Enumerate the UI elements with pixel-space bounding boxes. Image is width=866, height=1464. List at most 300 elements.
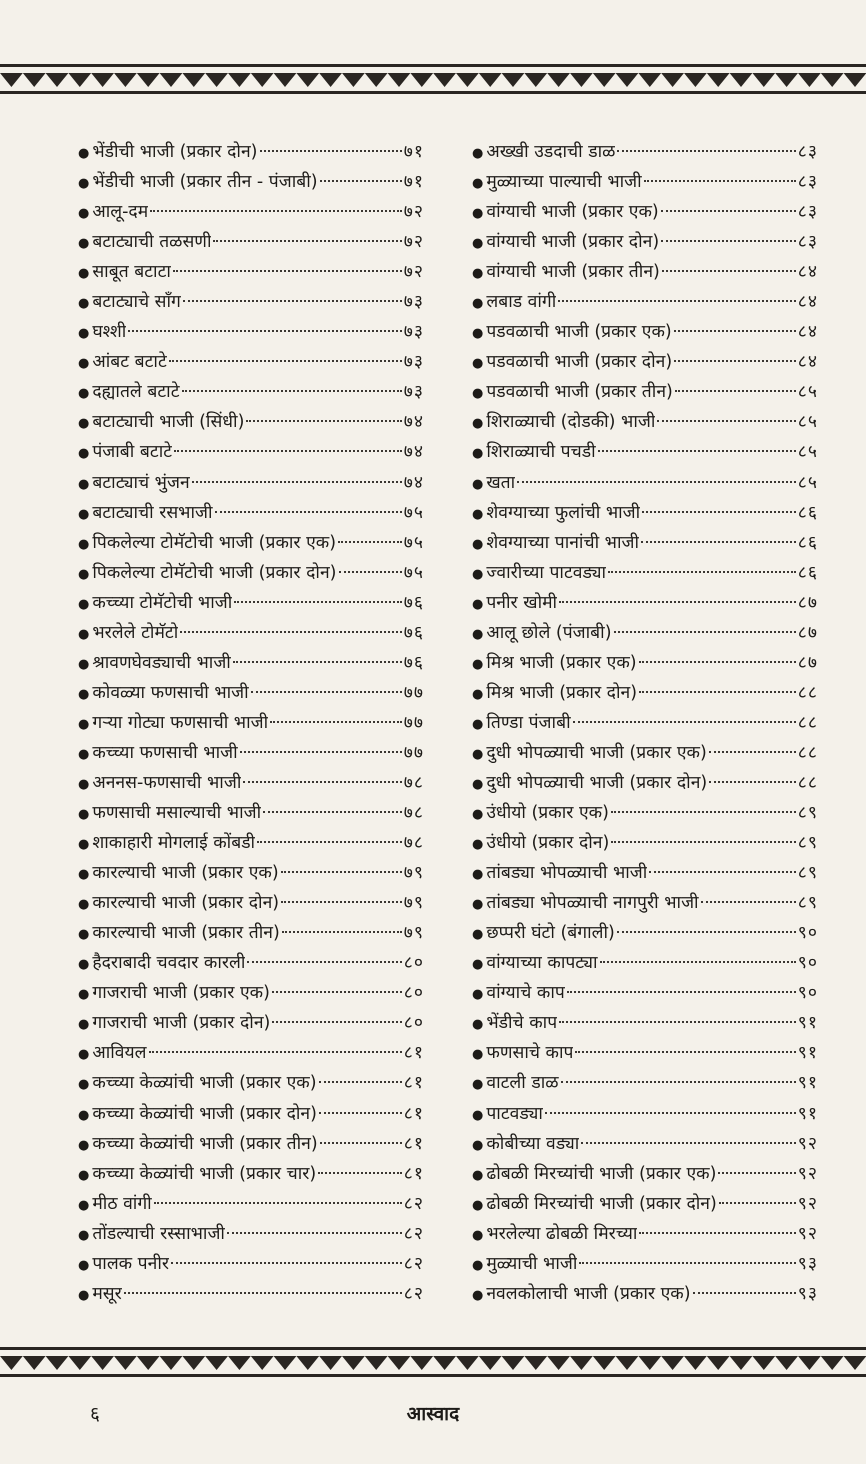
bullet-icon: ● bbox=[78, 867, 90, 883]
entry-title: तांबड्या भोपळ्याची नागपुरी भाजी bbox=[486, 893, 699, 914]
toc-entry bbox=[472, 1219, 818, 1249]
dot-leader bbox=[614, 630, 796, 633]
bullet-icon: ● bbox=[78, 146, 90, 161]
entry-page-number: ७७ bbox=[403, 742, 424, 763]
bullet-icon: ● bbox=[472, 1077, 484, 1093]
dot-leader bbox=[272, 1020, 401, 1023]
entry-page-number: ८० bbox=[403, 983, 424, 1004]
entry-title: खता bbox=[486, 472, 516, 493]
dot-leader bbox=[693, 1291, 796, 1294]
entry-title: शेवग्याच्या पानांची भाजी bbox=[486, 532, 640, 553]
entry-title: हैदराबादी चवदार कारली bbox=[92, 953, 246, 974]
dot-leader bbox=[561, 1080, 796, 1083]
entry-page-number: ९० bbox=[797, 983, 818, 1004]
entry-title: वांग्याची भाजी (प्रकार एक) bbox=[486, 202, 659, 223]
toc-entry bbox=[472, 1038, 818, 1068]
dot-leader bbox=[149, 1050, 402, 1053]
entry-page-number: ८२ bbox=[403, 1283, 424, 1304]
dot-leader bbox=[559, 600, 796, 603]
bullet-icon: ● bbox=[472, 506, 484, 522]
entry-page-number: ७४ bbox=[403, 412, 424, 433]
bullet-icon: ● bbox=[472, 626, 484, 642]
entry-title: दुधी भोपळ्याची भाजी (प्रकार एक) bbox=[486, 742, 707, 763]
toc-entry bbox=[78, 407, 424, 437]
toc-entry bbox=[472, 888, 818, 918]
entry-title: तोंडल्याची रस्साभाजी bbox=[92, 1223, 225, 1244]
toc-entry bbox=[472, 1129, 818, 1159]
entry-page-number: ७४ bbox=[403, 472, 424, 493]
toc-entry bbox=[78, 768, 424, 798]
entry-page-number: ८१ bbox=[403, 1043, 424, 1064]
toc-entry bbox=[78, 1038, 424, 1068]
entry-title: पनीर खोमी bbox=[486, 592, 558, 613]
dot-leader bbox=[247, 960, 401, 963]
toc-entry bbox=[78, 257, 424, 287]
toc-entry bbox=[472, 918, 818, 948]
toc-entry bbox=[472, 948, 818, 978]
entry-page-number: ८७ bbox=[797, 652, 818, 673]
dot-leader bbox=[608, 570, 796, 573]
dot-leader bbox=[674, 359, 796, 362]
bullet-icon: ● bbox=[78, 837, 90, 853]
bullet-icon: ● bbox=[472, 1107, 484, 1123]
toc-entry bbox=[472, 1249, 818, 1279]
bullet-icon: ● bbox=[78, 656, 90, 672]
entry-page-number: ९३ bbox=[797, 1253, 818, 1274]
entry-page-number: ८० bbox=[403, 1013, 424, 1034]
entry-page-number: ८६ bbox=[797, 502, 818, 523]
entry-page-number: ८३ bbox=[797, 172, 818, 193]
toc-entry bbox=[472, 1159, 818, 1189]
dot-leader bbox=[150, 209, 402, 212]
dot-leader bbox=[227, 1231, 402, 1234]
entry-page-number: ८४ bbox=[797, 322, 818, 343]
entry-title: फणसाची मसाल्याची भाजी bbox=[92, 803, 262, 824]
dot-leader bbox=[675, 389, 796, 392]
entry-page-number: ९२ bbox=[797, 1193, 818, 1214]
entry-page-number: ८८ bbox=[797, 712, 818, 733]
entry-title: मुळ्याची भाजी bbox=[486, 1253, 578, 1274]
bullet-icon: ● bbox=[78, 1227, 90, 1243]
dot-leader bbox=[575, 1050, 795, 1053]
entry-title: पाटवड्या bbox=[486, 1103, 543, 1124]
dot-leader bbox=[644, 179, 796, 182]
dot-leader bbox=[701, 900, 796, 903]
bullet-icon: ● bbox=[78, 1107, 90, 1123]
entry-title: कारल्याची भाजी (प्रकार एक) bbox=[92, 863, 279, 884]
entry-page-number: ८१ bbox=[403, 1103, 424, 1124]
toc-entry bbox=[472, 257, 818, 287]
dot-leader bbox=[169, 359, 402, 362]
bullet-icon: ● bbox=[472, 386, 484, 402]
entry-page-number: ८३ bbox=[797, 202, 818, 223]
toc-entry bbox=[472, 588, 818, 618]
entry-page-number: ७२ bbox=[403, 232, 424, 253]
bullet-icon: ● bbox=[472, 446, 484, 462]
toc-entry bbox=[78, 227, 424, 257]
bullet-icon: ● bbox=[78, 776, 90, 792]
entry-title: बटाट्याचे सॉंग bbox=[92, 292, 181, 313]
toc-entry bbox=[472, 978, 818, 1008]
dot-leader bbox=[719, 1201, 796, 1204]
dot-leader bbox=[281, 870, 402, 873]
entry-title: छप्परी घंटो (बंगाली) bbox=[486, 923, 615, 944]
toc-entry bbox=[78, 1249, 424, 1279]
dot-leader bbox=[559, 1020, 796, 1023]
entry-title: भेंडीचे काप bbox=[486, 1013, 558, 1034]
dot-leader bbox=[579, 1261, 795, 1264]
dot-leader bbox=[639, 690, 796, 693]
table-of-contents bbox=[78, 137, 818, 1317]
entry-title: कच्च्या केळ्यांची भाजी (प्रकार तीन) bbox=[92, 1133, 318, 1154]
dot-leader bbox=[192, 480, 402, 483]
entry-title: कच्च्या टोमॅटोची भाजी bbox=[92, 592, 233, 613]
entry-title: लबाड वांगी bbox=[486, 292, 557, 313]
dot-leader bbox=[154, 1201, 402, 1204]
entry-title: श्रावणघेवड्याची भाजी bbox=[92, 652, 231, 673]
dot-leader bbox=[649, 870, 795, 873]
dot-leader bbox=[174, 449, 402, 452]
entry-page-number: ८४ bbox=[797, 352, 818, 373]
toc-entry bbox=[472, 828, 818, 858]
entry-title: घश्शी bbox=[92, 322, 127, 343]
bullet-icon: ● bbox=[78, 987, 90, 1003]
bullet-icon: ● bbox=[78, 746, 90, 762]
entry-title: शिराळ्याची पचडी bbox=[486, 442, 596, 463]
entry-title: आलू-दम bbox=[92, 202, 149, 223]
entry-page-number: ७५ bbox=[403, 502, 424, 523]
zigzag-pattern bbox=[0, 71, 866, 89]
dot-leader bbox=[128, 329, 401, 332]
bullet-icon: ● bbox=[472, 206, 484, 222]
dot-leader bbox=[270, 720, 402, 723]
toc-entry bbox=[472, 1189, 818, 1219]
entry-page-number: ८८ bbox=[797, 772, 818, 793]
entry-page-number: ९१ bbox=[797, 1043, 818, 1064]
entry-title: दुधी भोपळ्याची भाजी (प्रकार दोन) bbox=[486, 772, 708, 793]
entry-page-number: ८४ bbox=[797, 292, 818, 313]
toc-entry bbox=[472, 1279, 818, 1309]
dot-leader bbox=[173, 269, 402, 272]
toc-entry bbox=[78, 588, 424, 618]
bullet-icon: ● bbox=[78, 566, 90, 582]
entry-title: बटाट्याची तळसणी bbox=[92, 232, 212, 253]
entry-title: बटाट्याची रसभाजी bbox=[92, 502, 213, 523]
bullet-icon: ● bbox=[78, 957, 90, 973]
entry-title: कच्च्या केळ्यांची भाजी (प्रकार एक) bbox=[92, 1073, 317, 1094]
toc-entry bbox=[78, 828, 424, 858]
dot-leader bbox=[617, 149, 795, 152]
entry-page-number: ९२ bbox=[797, 1133, 818, 1154]
toc-entry bbox=[472, 678, 818, 708]
bullet-icon: ● bbox=[472, 596, 484, 612]
entry-title: मसूर bbox=[92, 1283, 122, 1304]
dot-leader bbox=[661, 239, 796, 242]
toc-entry bbox=[472, 858, 818, 888]
entry-page-number: ९० bbox=[797, 923, 818, 944]
bullet-icon: ● bbox=[472, 146, 484, 161]
bullet-icon: ● bbox=[472, 1047, 484, 1063]
bullet-icon: ● bbox=[472, 1197, 484, 1213]
dot-leader bbox=[558, 299, 795, 302]
entry-title: भेंडीची भाजी (प्रकार दोन) bbox=[92, 142, 258, 162]
entry-page-number: ८९ bbox=[797, 893, 818, 914]
border-rule bbox=[0, 64, 866, 67]
bullet-icon: ● bbox=[78, 266, 90, 282]
bullet-icon: ● bbox=[78, 897, 90, 913]
border-rule bbox=[0, 1374, 866, 1377]
entry-page-number: ७८ bbox=[403, 772, 424, 793]
toc-entry bbox=[78, 1189, 424, 1219]
bullet-icon: ● bbox=[472, 1167, 484, 1183]
bullet-icon: ● bbox=[78, 326, 90, 342]
entry-title: कच्च्या फणसाची भाजी bbox=[92, 742, 238, 763]
toc-entry bbox=[472, 648, 818, 678]
bullet-icon: ● bbox=[472, 296, 484, 312]
dot-leader bbox=[282, 930, 402, 933]
toc-entry bbox=[472, 317, 818, 347]
entry-page-number: ८७ bbox=[797, 622, 818, 643]
toc-entry bbox=[472, 738, 818, 768]
entry-title: कारल्याची भाजी (प्रकार तीन) bbox=[92, 923, 280, 944]
bullet-icon: ● bbox=[78, 476, 90, 492]
entry-title: मीठ वांगी bbox=[92, 1193, 152, 1214]
toc-entry bbox=[472, 377, 818, 407]
entry-page-number: ७६ bbox=[403, 652, 424, 673]
entry-title: वांग्याची भाजी (प्रकार तीन) bbox=[486, 262, 660, 283]
dot-leader bbox=[718, 1171, 795, 1174]
entry-page-number: ८१ bbox=[403, 1163, 424, 1184]
bullet-icon: ● bbox=[472, 536, 484, 552]
dot-leader bbox=[251, 690, 402, 693]
entry-title: पिकलेल्या टोमॅटोची भाजी (प्रकार दोन) bbox=[92, 562, 337, 583]
entry-page-number: ७८ bbox=[403, 833, 424, 854]
dot-leader bbox=[661, 209, 796, 212]
dot-leader bbox=[600, 960, 796, 963]
bullet-icon: ● bbox=[78, 1017, 90, 1033]
toc-entry bbox=[472, 468, 818, 498]
bullet-icon: ● bbox=[78, 176, 90, 192]
dot-leader bbox=[545, 1111, 796, 1114]
entry-page-number: ७३ bbox=[403, 352, 424, 373]
entry-page-number: ७९ bbox=[403, 893, 424, 914]
entry-title: नवलकोलाची भाजी (प्रकार एक) bbox=[486, 1283, 691, 1304]
border-rule bbox=[0, 1347, 866, 1350]
entry-page-number: ९२ bbox=[797, 1163, 818, 1184]
toc-entry bbox=[472, 227, 818, 257]
entry-title: कच्च्या केळ्यांची भाजी (प्रकार दोन) bbox=[92, 1103, 317, 1124]
entry-page-number: ८५ bbox=[797, 442, 818, 463]
dot-leader bbox=[319, 1111, 402, 1114]
bullet-icon: ● bbox=[78, 386, 90, 402]
dot-leader bbox=[243, 780, 401, 783]
dot-leader bbox=[517, 480, 796, 483]
entry-page-number: ७२ bbox=[403, 262, 424, 283]
toc-entry bbox=[472, 1099, 818, 1129]
entry-page-number: ७८ bbox=[403, 803, 424, 824]
dot-leader bbox=[182, 389, 402, 392]
bullet-icon: ● bbox=[472, 1257, 484, 1273]
dot-leader bbox=[639, 1231, 795, 1234]
entry-page-number: ७९ bbox=[403, 923, 424, 944]
entry-title: आवियल bbox=[92, 1043, 147, 1064]
entry-page-number: ९३ bbox=[797, 1283, 818, 1304]
entry-title: शाकाहारी मोगलाई कोंबडी bbox=[92, 833, 256, 854]
zigzag-pattern bbox=[0, 1354, 866, 1372]
entry-title: वांग्याचे काप bbox=[486, 983, 565, 1004]
entry-page-number: ७७ bbox=[403, 712, 424, 733]
toc-entry bbox=[78, 347, 424, 377]
entry-title: उंधीयो (प्रकार दोन) bbox=[486, 833, 610, 854]
bullet-icon: ● bbox=[78, 1197, 90, 1213]
entry-title: मिश्र भाजी (प्रकार एक) bbox=[486, 652, 637, 673]
bullet-icon: ● bbox=[472, 776, 484, 792]
dot-leader bbox=[567, 990, 796, 993]
dot-leader bbox=[657, 419, 795, 422]
top-decorative-border bbox=[0, 64, 866, 96]
entry-title: आंबट बटाटे bbox=[92, 352, 167, 373]
entry-page-number: ७६ bbox=[403, 622, 424, 643]
toc-entry bbox=[78, 798, 424, 828]
dot-leader bbox=[246, 419, 401, 422]
dot-leader bbox=[709, 780, 796, 783]
dot-leader bbox=[641, 540, 796, 543]
dot-leader bbox=[124, 1291, 402, 1294]
toc-entry bbox=[78, 978, 424, 1008]
page-footer bbox=[0, 1400, 866, 1430]
dot-leader bbox=[319, 1080, 402, 1083]
bullet-icon: ● bbox=[78, 716, 90, 732]
entry-page-number: ८७ bbox=[797, 592, 818, 613]
bullet-icon: ● bbox=[472, 266, 484, 282]
bullet-icon: ● bbox=[472, 656, 484, 672]
entry-title: अननस-फणसाची भाजी bbox=[92, 772, 242, 793]
toc-entry bbox=[472, 558, 818, 588]
dot-leader bbox=[213, 239, 401, 242]
toc-entry bbox=[78, 738, 424, 768]
bullet-icon: ● bbox=[472, 837, 484, 853]
entry-page-number: ८० bbox=[403, 953, 424, 974]
toc-entry bbox=[78, 197, 424, 227]
toc-entry bbox=[78, 708, 424, 738]
bullet-icon: ● bbox=[472, 416, 484, 432]
entry-page-number: ७२ bbox=[403, 202, 424, 223]
toc-entry bbox=[78, 528, 424, 558]
border-rule bbox=[0, 91, 866, 94]
toc-entry bbox=[472, 437, 818, 467]
entry-page-number: ७३ bbox=[403, 292, 424, 313]
bullet-icon: ● bbox=[472, 1017, 484, 1033]
toc-entry bbox=[472, 167, 818, 197]
bullet-icon: ● bbox=[472, 1287, 484, 1303]
toc-entry bbox=[78, 377, 424, 407]
entry-page-number: ७७ bbox=[403, 682, 424, 703]
entry-title: पडवळाची भाजी (प्रकार दोन) bbox=[486, 352, 673, 373]
entry-title: पडवळाची भाजी (प्रकार एक) bbox=[486, 322, 672, 343]
toc-entry bbox=[78, 1129, 424, 1159]
bullet-icon: ● bbox=[78, 686, 90, 702]
bullet-icon: ● bbox=[78, 626, 90, 642]
toc-entry bbox=[78, 498, 424, 528]
entry-page-number: ९२ bbox=[797, 1223, 818, 1244]
toc-entry bbox=[472, 137, 818, 167]
entry-page-number: ८२ bbox=[403, 1253, 424, 1274]
entry-title: कोवळ्या फणसाची भाजी bbox=[92, 682, 249, 703]
bullet-icon: ● bbox=[472, 566, 484, 582]
entry-page-number: ८५ bbox=[797, 472, 818, 493]
bullet-icon: ● bbox=[472, 356, 484, 372]
entry-title: बटाट्याची भाजी (सिंधी) bbox=[92, 412, 245, 433]
bullet-icon: ● bbox=[78, 296, 90, 312]
dot-leader bbox=[180, 630, 402, 633]
bullet-icon: ● bbox=[78, 356, 90, 372]
entry-page-number: ८५ bbox=[797, 412, 818, 433]
entry-title: गाजराची भाजी (प्रकार दोन) bbox=[92, 1013, 271, 1034]
toc-entry bbox=[472, 528, 818, 558]
toc-entry bbox=[78, 1219, 424, 1249]
dot-leader bbox=[320, 1141, 402, 1144]
bullet-icon: ● bbox=[472, 987, 484, 1003]
dot-leader bbox=[183, 299, 402, 302]
dot-leader bbox=[642, 510, 796, 513]
toc-entry bbox=[472, 768, 818, 798]
toc-entry bbox=[78, 558, 424, 588]
entry-title: मुळ्याच्या पाल्याची भाजी bbox=[486, 172, 642, 193]
dot-leader bbox=[260, 149, 402, 152]
bullet-icon: ● bbox=[78, 416, 90, 432]
dot-leader bbox=[338, 540, 402, 543]
bullet-icon: ● bbox=[472, 1137, 484, 1153]
entry-title: ढोबळी मिरच्यांची भाजी (प्रकार एक) bbox=[486, 1163, 717, 1184]
entry-title: बटाट्याचं भुंजन bbox=[92, 472, 190, 493]
bullet-icon: ● bbox=[78, 927, 90, 943]
toc-entry bbox=[78, 1068, 424, 1098]
toc-entry bbox=[78, 678, 424, 708]
entry-page-number: ८३ bbox=[797, 232, 818, 253]
toc-entry bbox=[78, 858, 424, 888]
dot-leader bbox=[639, 660, 796, 663]
dot-leader bbox=[598, 449, 796, 452]
entry-page-number: ७९ bbox=[403, 863, 424, 884]
dot-leader bbox=[272, 990, 402, 993]
entry-page-number: ८६ bbox=[797, 532, 818, 553]
entry-page-number: ८४ bbox=[797, 262, 818, 283]
entry-title: भरलेले टोमॅटो bbox=[92, 622, 179, 643]
toc-entry bbox=[78, 1099, 424, 1129]
toc-entry bbox=[78, 618, 424, 648]
entry-title: वांग्याच्या कापट्या bbox=[486, 953, 598, 974]
entry-title: शेवग्याच्या फुलांची भाजी bbox=[486, 502, 641, 523]
bullet-icon: ● bbox=[78, 536, 90, 552]
toc-entry bbox=[78, 918, 424, 948]
toc-entry bbox=[78, 1279, 424, 1309]
bullet-icon: ● bbox=[78, 1287, 90, 1303]
toc-entry bbox=[78, 437, 424, 467]
dot-leader bbox=[617, 930, 796, 933]
bullet-icon: ● bbox=[78, 206, 90, 222]
bullet-icon: ● bbox=[78, 1047, 90, 1063]
bullet-icon: ● bbox=[472, 716, 484, 732]
toc-entry bbox=[78, 317, 424, 347]
toc-right-column bbox=[472, 137, 818, 1317]
entry-title: भेंडीची भाजी (प्रकार तीन - पंजाबी) bbox=[92, 172, 318, 193]
bullet-icon: ● bbox=[472, 927, 484, 943]
bullet-icon: ● bbox=[78, 446, 90, 462]
entry-page-number: ७६ bbox=[403, 592, 424, 613]
entry-title: उंधीयो (प्रकार एक) bbox=[486, 803, 609, 824]
toc-left-column bbox=[78, 137, 424, 1317]
entry-page-number: ७४ bbox=[403, 442, 424, 463]
